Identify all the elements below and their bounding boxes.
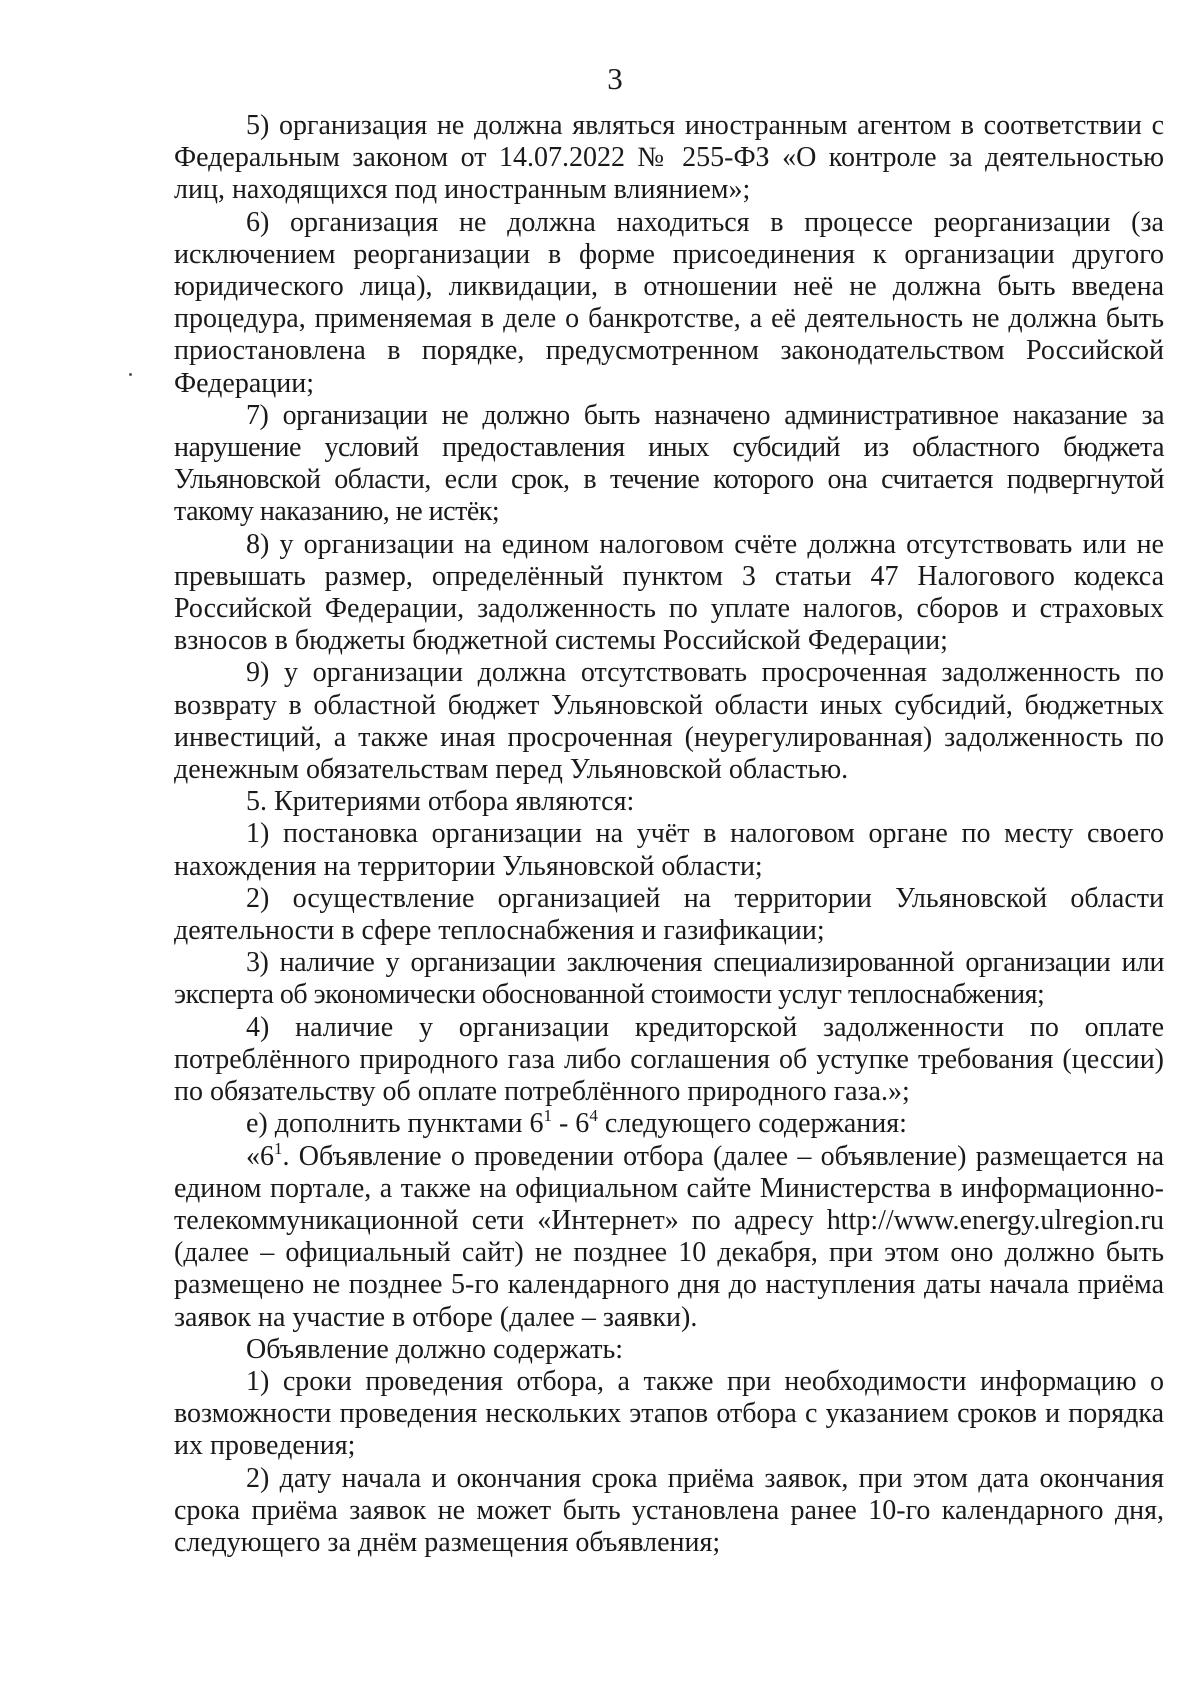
criteria-item-3: 3) наличие у организации заключения специализированной организации или эксперта об экономически обоснованной стоимости услуг теплоснабжения; [174,947,1164,1011]
paragraph-item-9: 9) у организации должна отсутствовать просроченная задолженность по возврату в областной бюджет Ульяновской области иных субсидий, бюджетных инвестиций, а также иная просроченная (неурегулированная) задолженность по денежным обязательствам перед Ульяновской областью. [174,657,1164,786]
announcement-contents-heading: Объявление должно содержать: [246,1333,624,1365]
paragraph-item-6: 6) организация не должна находиться в процессе реорганизации (за исключением реорганизации в форме присоединения к организации другого юридического лица), ликвидации, в отношении неё не должна быть введена процедура, применяемая в деле о банкротстве, а её деятельность не должна быть приостановлена в порядке, предусмотренном законодательством Российской Федерации; [174,206,1164,399]
announcement-open: «6 [246,1140,274,1172]
announcement-text: . Объявление о проведении отбора (далее – объявление) размещается на едином портале, а также на официальном сайте Министерства в информационно-телекоммуникационной сети «Интернет» по адресу http://www.energy.ulregion.ru (далее – официальный сайт) не позднее 10 декабря, при этом оно должно быть размещено не позднее 5-го календарного дня до наступления даты начала приёма заявок на участие в отборе (далее – заявки). [174,1140,1164,1333]
paragraph-item-5: 5) организация не должна являться иностранным агентом в соответствии с Федеральным законом от 14.07.2022 № 255-ФЗ «О контроле за деятельностью лиц, находящихся под иностранным влиянием»; [174,110,1164,206]
page-number: 3 [607,61,623,96]
supplement-line [174,1108,1164,1140]
supplement-middle: - 6 [551,1108,590,1140]
supplement-suffix: следующего содержания: [597,1108,907,1140]
paragraph-item-7: 7) организации не должно быть назначено административное наказание за нарушение условий предоставления иных субсидий из областного бюджета Ульяновской области, если срок, в течение которого она считается подвергнутой такому наказанию, не истёк; [174,399,1164,528]
announcement-item-2: 2) дату начала и окончания срока приёма заявок, при этом дата окончания срока приёма заявок не может быть установлена ранее 10-го календарного дня, следующего за днём размещения объявления; [174,1462,1164,1558]
superscript-4: 4 [589,1106,598,1126]
superscript-1: 1 [543,1106,552,1126]
criteria-item-2: 2) осуществление организацией на территории Ульяновской области деятельности в сфере теплоснабжения и газификации; [174,882,1164,947]
paragraph-item-8: 8) у организации на едином налоговом счёте должна отсутствовать или не превышать размер, определённый пунктом 3 статьи 47 Налогового кодекса Российской Федерации, задолженность по уплате налогов, сборов и страховых взносов в бюджеты бюджетной системы Российской Федерации; [174,528,1164,657]
scan-speck [129,373,132,376]
announcement-item-1: 1) сроки проведения отбора, а также при необходимости информацию о возможности проведения нескольких этапов отбора с указанием сроков и порядка их проведения; [174,1365,1164,1462]
announcement-superscript: 1 [274,1138,283,1158]
criteria-heading: 5. Критериями отбора являются: [246,786,635,818]
criteria-item-1: 1) постановка организации на учёт в налоговом органе по месту своего нахождения на территории Ульяновской области; [174,818,1164,882]
supplement-prefix: е) дополнить пунктами 6 [246,1108,544,1140]
announcement-paragraph [174,1138,1164,1334]
document-body [174,110,1164,1559]
criteria-item-4: 4) наличие у организации кредиторской задолженности по оплате потреблённого природного газа либо соглашения об уступке требования (цессии) по обязательству об оплате потреблённого природного газа.»; [174,1011,1164,1108]
